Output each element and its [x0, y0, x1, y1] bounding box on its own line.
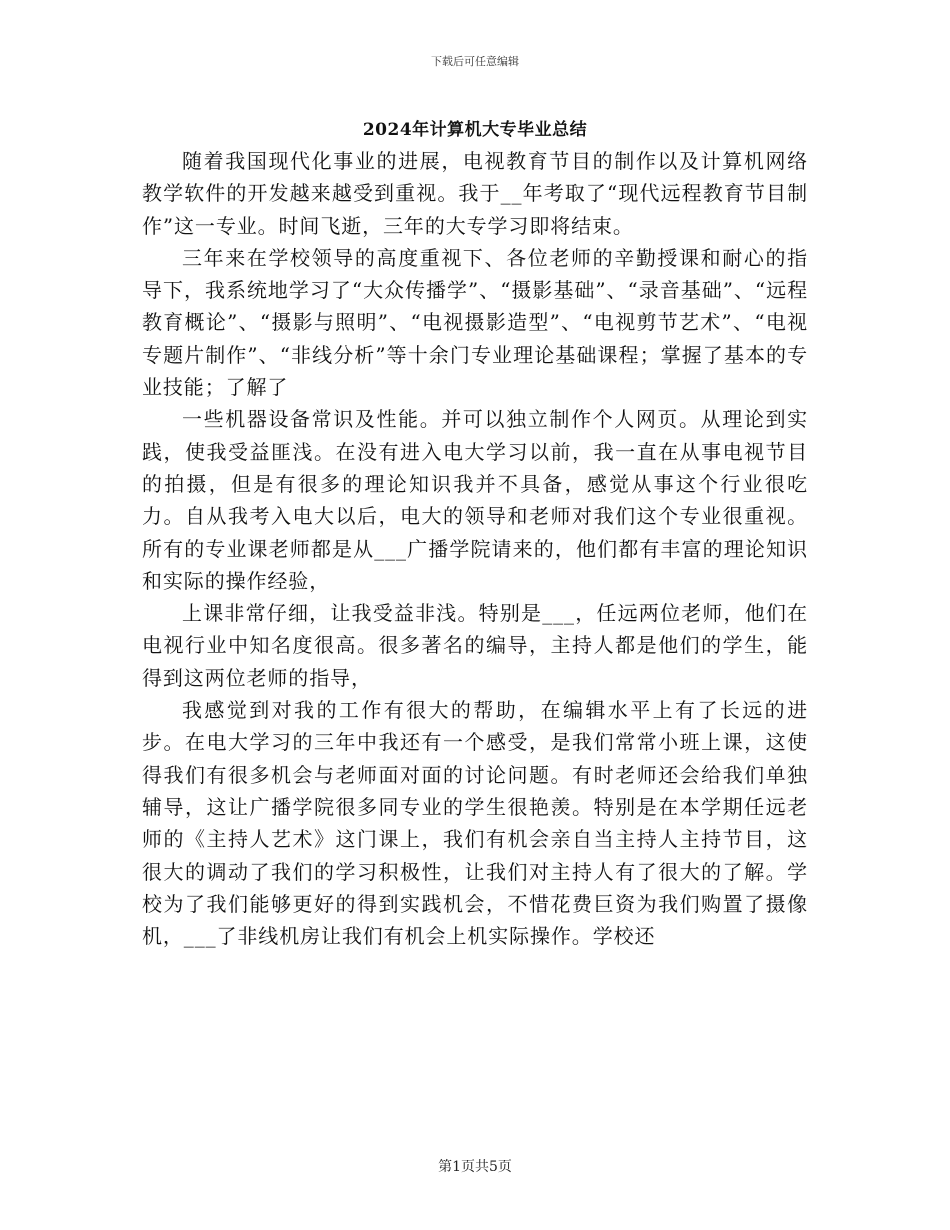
paragraph: 我感觉到对我的工作有很大的帮助，在编辑水平上有了长远的进步。在电大学习的三年中我还有一个感受，是我们常常小班上课，这使得我们有很多机会与老师面对面的讨论问题。有时老师还会给我们单独辅导，这让广播学院很多同专业的学生很艳羡。特别是在本学期任远老师的《主持人艺术》这门课上，我们有机会亲自当主持人主持节目，这很大的调动了我们的学习积极性，让我们对主持人有了很大的了解。学校为了我们能够更好的得到实践机会，不惜花费巨资为我们购置了摄像机，___了非线机房让我们有机会上机实际操作。学校还 [142, 698, 808, 949]
paragraph: 一些机器设备常识及性能。并可以独立制作个人网页。从理论到实践，使我受益匪浅。在没有进入电大学习以前，我一直在从事电视节目的拍摄，但是有很多的理论知识我并不具备，感觉从事这个行业很吃力。自从我考入电大以后，电大的领导和老师对我们这个专业很重视。所有的专业课老师都是从___广播学院请来的，他们都有丰富的理论知识和实际的操作经验， [142, 407, 808, 593]
paragraph: 上课非常仔细，让我受益非浅。特别是___，任远两位老师，他们在电视行业中知名度很高。很多著名的编导，主持人都是他们的学生，能得到这两位老师的指导， [142, 601, 808, 690]
paragraph: 三年来在学校领导的高度重视下、各位老师的辛勤授课和耐心的指导下，我系统地学习了“大众传播学”、“摄影基础”、“录音基础”、“远程教育概论”、“摄影与照明”、“电视摄影造型”、“电视剪节艺术”、“电视专题片制作”、“非线分析”等十余门专业理论基础课程；掌握了基本的专业技能；了解了 [142, 245, 808, 400]
document-body [142, 145, 808, 952]
page-number-footer: 第1页共5页 [438, 1159, 512, 1175]
paragraph: 随着我国现代化事业的进展，电视教育节目的制作以及计算机网络教学软件的开发越来越受到重视。我于__年考取了“现代远程教育节目制作”这一专业。时间飞逝，三年的大专学习即将结束。 [142, 149, 808, 238]
header-note: 下载后可任意编辑 [431, 55, 519, 68]
document-title: 2024年计算机大专毕业总结 [362, 120, 588, 140]
